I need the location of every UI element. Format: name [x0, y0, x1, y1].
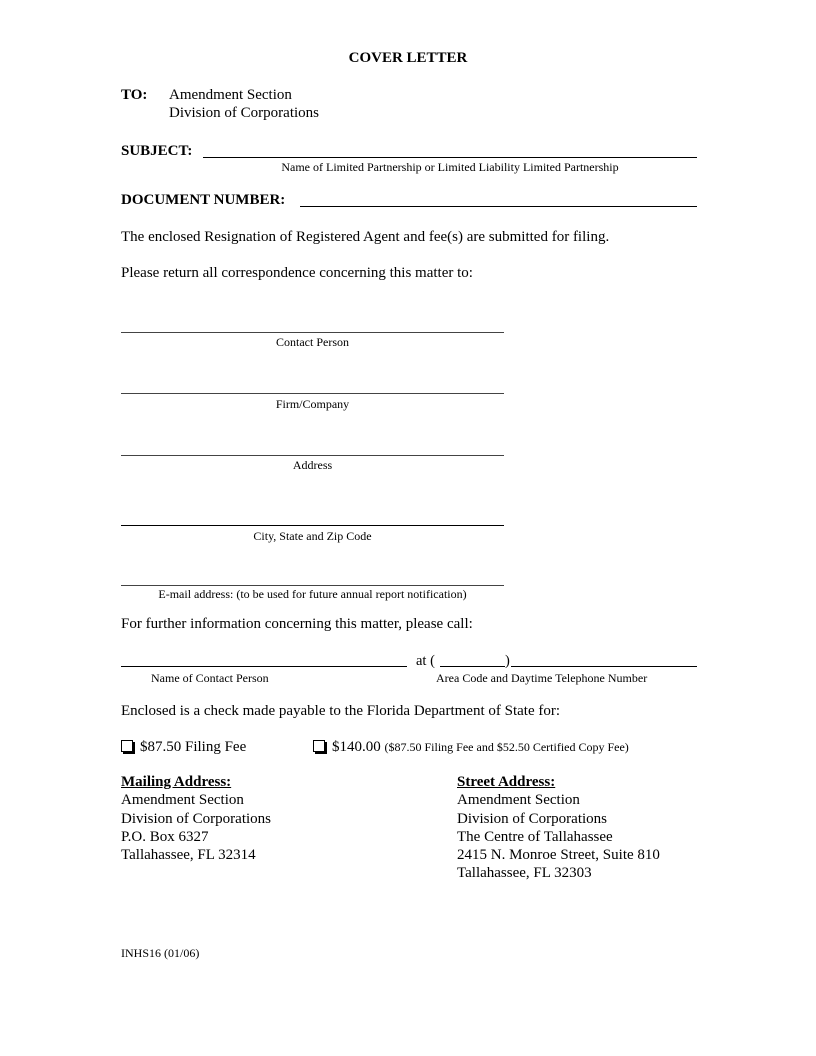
mailing-address-line: Tallahassee, FL 32314 — [121, 847, 256, 864]
mailing-address-line: P.O. Box 6327 — [121, 828, 209, 845]
contact-person-caption: Contact Person — [276, 335, 349, 349]
contact-person-field[interactable] — [121, 332, 504, 333]
mailing-address-line: Amendment Section — [121, 792, 244, 809]
street-address-heading: Street Address: — [457, 774, 556, 790]
fee-option-140[interactable] — [313, 739, 629, 756]
street-address-line: Tallahassee, FL 32303 — [457, 865, 592, 882]
street-address-line: Amendment Section — [457, 792, 580, 809]
fee-option-87-50[interactable] — [121, 739, 246, 756]
subject-label: SUBJECT: — [121, 143, 193, 159]
city-state-zip-field[interactable] — [121, 525, 504, 526]
address-caption: Address — [292, 458, 333, 472]
checkbox-icon[interactable] — [313, 740, 325, 752]
telephone-caption: Area Code and Daytime Telephone Number — [436, 671, 648, 685]
street-address-line: The Centre of Tallahassee — [457, 828, 613, 845]
firm-company-field[interactable] — [121, 393, 504, 394]
firm-company-caption: Firm/Company — [275, 397, 350, 411]
form-code: INHS16 (01/06) — [121, 946, 200, 960]
close-paren: ) — [505, 653, 510, 669]
street-address-line: Division of Corporations — [457, 810, 607, 827]
fee-option-87-50-label: $87.50 Filing Fee — [140, 739, 247, 755]
document-number-label: DOCUMENT NUMBER: — [121, 192, 286, 208]
enclosed-text: The enclosed Resignation of Registered Agent and fee(s) are submitted for filing. — [121, 229, 610, 245]
subject-caption: Name of Limited Partnership or Limited Liability Limited Partnership — [281, 160, 619, 174]
fee-option-140-detail: ($87.50 Filing Fee and $52.50 Certified Copy Fee) — [384, 740, 629, 754]
at-text: at ( — [416, 653, 435, 669]
telephone-field[interactable] — [511, 666, 697, 667]
to-line-1: Amendment Section — [169, 87, 292, 103]
street-address-block — [457, 773, 660, 883]
subject-field[interactable] — [203, 157, 697, 158]
to-label: TO: — [121, 87, 148, 103]
mailing-address-heading: Mailing Address: — [121, 774, 232, 790]
fee-option-140-label: $140.00 — [332, 739, 381, 755]
return-text: Please return all correspondence concerning this matter to: — [121, 265, 473, 281]
mailing-address-line: Division of Corporations — [121, 810, 271, 827]
mailing-address-block — [121, 773, 271, 864]
contact-name-field[interactable] — [121, 666, 407, 667]
page-title: COVER LETTER — [348, 50, 468, 66]
checkbox-icon[interactable] — [121, 740, 133, 752]
email-caption: E-mail address: (to be used for future annual report notification) — [158, 587, 467, 601]
document-number-field[interactable] — [300, 206, 697, 207]
check-text: Enclosed is a check made payable to the Florida Department of State for: — [121, 703, 561, 719]
area-code-field[interactable] — [440, 666, 505, 667]
further-info-text: For further information concerning this matter, please call: — [121, 616, 473, 632]
email-field[interactable] — [121, 585, 504, 586]
address-field[interactable] — [121, 455, 504, 456]
to-line-2: Division of Corporations — [169, 105, 319, 121]
street-address-line: 2415 N. Monroe Street, Suite 810 — [457, 847, 660, 864]
contact-name-caption: Name of Contact Person — [151, 671, 269, 685]
city-state-zip-caption: City, State and Zip Code — [253, 529, 372, 543]
